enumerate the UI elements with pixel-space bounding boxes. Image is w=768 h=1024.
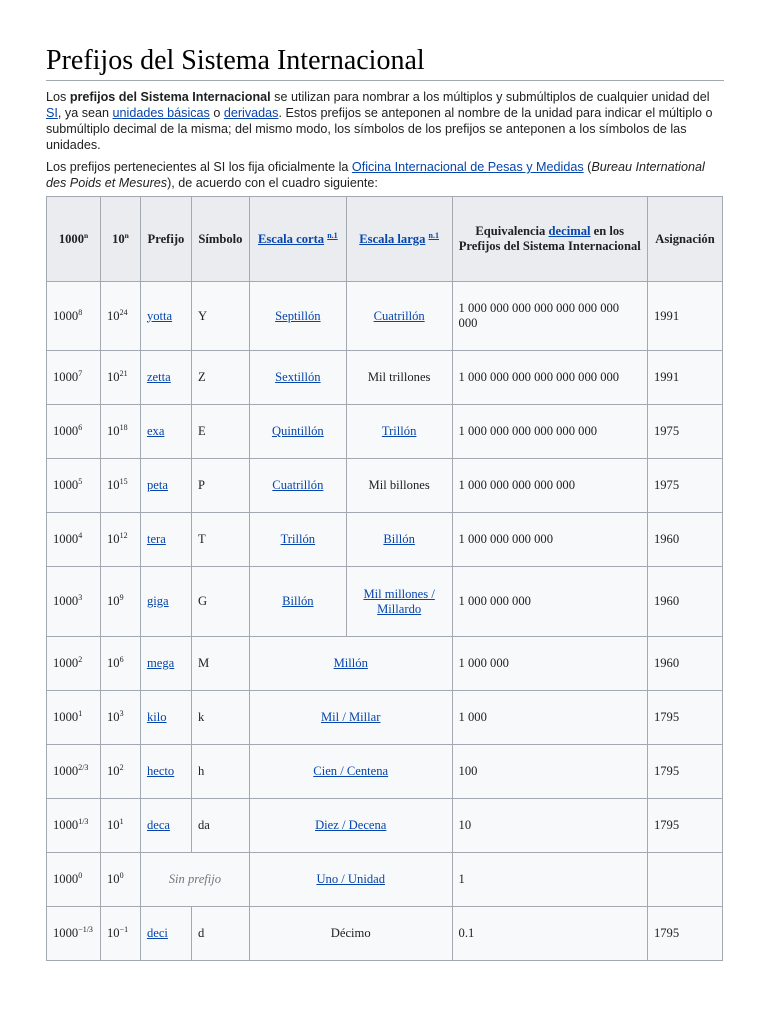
long-scale-cell (346, 567, 452, 637)
equivalence-cell: 1 000 000 000 (452, 567, 647, 637)
bureau-name: Bureau International des Poids et Mesures (46, 160, 705, 190)
long-scale-cell (346, 405, 452, 459)
equivalence-cell: 0.1 (452, 907, 647, 961)
long-scale-link[interactable]: Billón (383, 532, 415, 546)
power-1000-cell: 1000$^7$ (47, 351, 101, 405)
symbol-cell: M (191, 637, 249, 691)
short-scale-cell (249, 405, 346, 459)
power-1000-cell: 1000$^4$ (47, 513, 101, 567)
symbol-cell: T (191, 513, 249, 567)
prefix-link[interactable]: exa (146, 424, 165, 438)
para-text: ), de acuerdo con el cuadro siguiente: (167, 176, 378, 190)
scale-link[interactable]: Mil / Millar (320, 710, 381, 724)
power-10-cell: $10^{18}$ (100, 405, 140, 459)
article (46, 44, 724, 940)
prefix-link[interactable]: zetta (146, 370, 171, 384)
short-scale-link[interactable]: Sextillón (275, 370, 321, 384)
power-10-cell: $10^9$ (100, 567, 140, 637)
table-row (47, 282, 723, 351)
prefix-cell (140, 567, 191, 637)
header-escala-larga (346, 197, 452, 282)
scale-cell: Décimo (249, 907, 452, 961)
si-link[interactable]: SI (46, 106, 58, 120)
short-scale-cell (249, 567, 346, 637)
prefix-link[interactable]: hecto (146, 764, 175, 778)
equivalence-cell: 1 000 (452, 691, 647, 745)
prefix-link[interactable]: deci (146, 926, 168, 940)
power-10-cell: $10^3$ (100, 691, 140, 745)
equivalence-cell: 1 000 000 000 000 000 000 000 (452, 351, 647, 405)
table-row (47, 405, 723, 459)
short-scale-link[interactable]: Billón (282, 594, 314, 608)
power-1000-cell: 1000$^6$ (47, 405, 101, 459)
symbol-cell: Z (191, 351, 249, 405)
table-row (47, 799, 723, 853)
symbol-cell: d (191, 907, 249, 961)
long-scale-cell: Mil trillones (346, 351, 452, 405)
table-row (47, 459, 723, 513)
no-prefix-cell: Sin prefijo (140, 853, 249, 907)
symbol-cell: k (191, 691, 249, 745)
long-scale-link[interactable]: Cuatrillón (373, 308, 425, 323)
prefix-link[interactable]: giga (146, 594, 169, 608)
power-1000-cell: $1000^{-1/3}$ (47, 907, 101, 961)
header-equivalencia: Equivalencia decimal en los Prefijos del Sistema Internacional (452, 197, 647, 282)
para-text: ( (583, 160, 592, 174)
long-scale-cell (346, 513, 452, 567)
table-row (47, 351, 723, 405)
scale-cell (249, 799, 452, 853)
header-simbolo: Símbolo (191, 197, 249, 282)
power-1000-cell: $1000^{1/3}$ (47, 799, 101, 853)
prefix-link[interactable]: yotta (146, 308, 173, 323)
short-scale-cell (249, 282, 346, 351)
symbol-cell: P (191, 459, 249, 513)
prefix-link[interactable]: deca (146, 818, 171, 832)
derivadas-link[interactable]: derivadas (223, 106, 279, 120)
prefix-link[interactable]: peta (146, 478, 168, 492)
table-row (47, 745, 723, 799)
year-cell: 1795 (647, 799, 722, 853)
prefix-cell (140, 907, 191, 961)
prefix-cell (140, 745, 191, 799)
short-scale-link[interactable]: Septillón (275, 308, 321, 323)
equivalence-cell: 1 000 000 000 000 000 (452, 459, 647, 513)
prefix-cell (140, 405, 191, 459)
prefix-link[interactable]: tera (146, 532, 166, 546)
prefix-cell (140, 513, 191, 567)
header-1000n: 1000$^n$ (47, 197, 101, 282)
year-cell: 1975 (647, 405, 722, 459)
unidades-basicas-link[interactable]: unidades básicas (112, 106, 210, 120)
prefix-cell (140, 459, 191, 513)
header-escala-corta (249, 197, 346, 282)
short-scale-link[interactable]: Quintillón (271, 424, 324, 438)
equivalence-cell: 100 (452, 745, 647, 799)
equivalence-cell: 1 000 000 000 000 000 000 (452, 405, 647, 459)
intro-text: se utilizan para nombrar a los múltiplos y submúltiplos de cualquier unidad del (270, 90, 710, 104)
prefix-cell (140, 799, 191, 853)
note-link[interactable]: n.1 (428, 230, 439, 240)
long-scale-cell: Mil billones (346, 459, 452, 513)
prefix-link[interactable]: mega (146, 656, 175, 670)
power-1000-cell: 1000$^2$ (47, 637, 101, 691)
power-1000-cell: 1000$^8$ (47, 282, 101, 351)
year-cell: 1991 (647, 351, 722, 405)
power-10-cell: $10^{-1}$ (100, 907, 140, 961)
symbol-cell: G (191, 567, 249, 637)
short-scale-cell (249, 351, 346, 405)
power-1000-cell: $1000^{2/3}$ (47, 745, 101, 799)
year-cell: 1960 (647, 637, 722, 691)
intro-text: , ya sean (57, 106, 113, 120)
year-cell: 1795 (647, 907, 722, 961)
power-10-cell: $10^{12}$ (100, 513, 140, 567)
scale-link[interactable]: Cien / Centena (313, 764, 389, 778)
table-header-row (47, 197, 723, 282)
year-cell: 1795 (647, 745, 722, 799)
prefix-cell (140, 691, 191, 745)
scale-cell (249, 691, 452, 745)
power-10-cell: $10^1$ (100, 799, 140, 853)
header-asignacion: Asignación (647, 197, 722, 282)
year-cell (647, 853, 722, 907)
power-10-cell: $10^2$ (100, 745, 140, 799)
year-cell: 1991 (647, 282, 722, 351)
note-link[interactable]: n.1 (327, 230, 338, 240)
intro-paragraph (46, 89, 724, 153)
prefix-cell (140, 351, 191, 405)
year-cell: 1960 (647, 567, 722, 637)
intro-text: Los (46, 90, 70, 104)
equivalence-cell: 10 (452, 799, 647, 853)
year-cell: 1795 (647, 691, 722, 745)
decimal-link[interactable]: decimal (548, 224, 591, 238)
year-cell: 1960 (647, 513, 722, 567)
equivalence-cell: 1 000 000 (452, 637, 647, 691)
long-scale-link[interactable]: Trillón (381, 424, 417, 438)
symbol-cell: da (191, 799, 249, 853)
intro-text: . Estos prefijos se anteponen al nombre de la unidad para indicar el múltiplo o submúltiplo decimal de la misma; del mismo modo, los símbolos de los prefijos se anteponen a los símbolos de las unidades. (46, 106, 713, 152)
oficina-paragraph (46, 159, 724, 191)
table-row (47, 691, 723, 745)
para-text: Los prefijos pertenecientes al SI los fija oficialmente la (46, 160, 352, 174)
scale-cell (249, 745, 452, 799)
power-1000-cell: 1000$^0$ (47, 853, 101, 907)
oficina-link[interactable]: Oficina Internacional de Pesas y Medidas (351, 160, 584, 174)
table-row (47, 853, 723, 907)
power-1000-cell: 1000$^5$ (47, 459, 101, 513)
symbol-cell: Y (191, 282, 249, 351)
year-cell: 1975 (647, 459, 722, 513)
power-10-cell: $10^0$ (100, 853, 140, 907)
power-1000-cell: 1000$^1$ (47, 691, 101, 745)
power-10-cell: $10^{21}$ (100, 351, 140, 405)
short-scale-cell (249, 459, 346, 513)
table-row (47, 907, 723, 961)
short-scale-link[interactable]: Cuatrillón (272, 478, 324, 492)
prefix-link[interactable]: kilo (146, 710, 167, 724)
equivalence-cell: 1 000 000 000 000 000 000 000 000 (452, 282, 647, 351)
power-10-cell: $10^{24}$ (100, 282, 140, 351)
power-10-cell: $10^{15}$ (100, 459, 140, 513)
short-scale-link[interactable]: Trillón (280, 532, 316, 546)
table-row (47, 513, 723, 567)
long-scale-cell (346, 282, 452, 351)
symbol-cell: h (191, 745, 249, 799)
escala-larga-link[interactable]: Escala larga (359, 231, 426, 246)
prefix-cell (140, 637, 191, 691)
long-scale-link[interactable]: Mil millones / Millardo (363, 586, 435, 616)
equivalence-cell: 1 000 000 000 000 (452, 513, 647, 567)
scale-cell (249, 853, 452, 907)
table-row (47, 637, 723, 691)
table-row (47, 567, 723, 637)
power-10-cell: $10^6$ (100, 637, 140, 691)
escala-corta-link[interactable]: Escala corta (257, 231, 325, 246)
header-prefijo: Prefijo (140, 197, 191, 282)
scale-link[interactable]: Diez / Decena (315, 818, 387, 832)
scale-cell (249, 637, 452, 691)
scale-link[interactable]: Millón (333, 656, 368, 670)
prefix-cell (140, 282, 191, 351)
equivalence-cell: 1 (452, 853, 647, 907)
symbol-cell: E (191, 405, 249, 459)
page-title: Prefijos del Sistema Internacional (46, 44, 724, 81)
header-10n: 10$^n$ (100, 197, 140, 282)
power-1000-cell: 1000$^3$ (47, 567, 101, 637)
short-scale-cell (249, 513, 346, 567)
intro-text: o (209, 106, 224, 120)
si-prefix-table (46, 196, 723, 961)
intro-bold-term: prefijos del Sistema Internacional (69, 90, 271, 104)
scale-link[interactable]: Uno / Unidad (316, 872, 385, 886)
